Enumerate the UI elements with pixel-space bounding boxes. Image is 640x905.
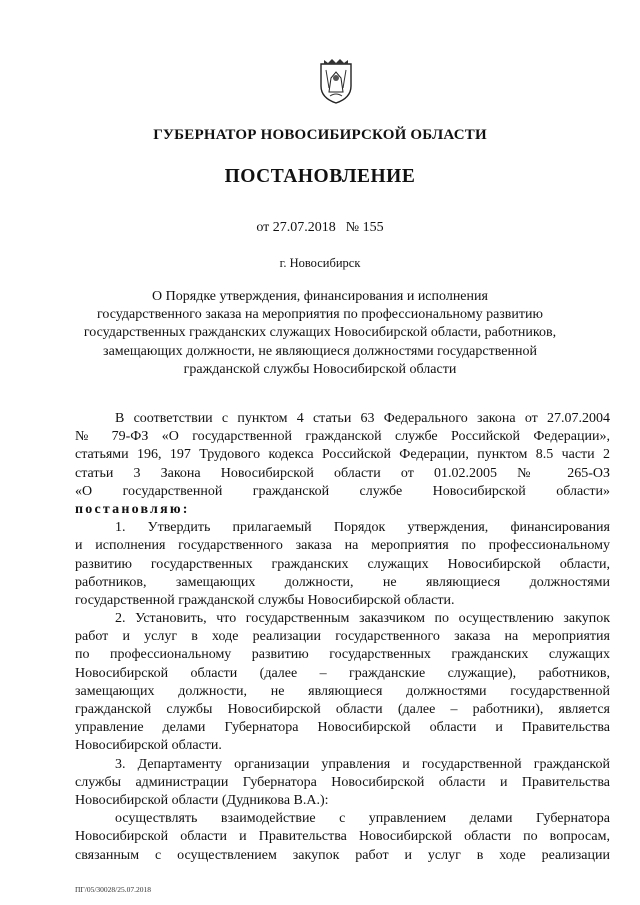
- body-line: «О государственной гражданской службе Новосибирской области»: [75, 483, 610, 499]
- body-line: 1. Утвердить прилагаемый Порядок утверждения, финансирования: [115, 520, 610, 536]
- body-line: Новосибирской области (далее – гражданские служащие), работников,: [75, 665, 610, 681]
- subject-line: гражданской службы Новосибирской области: [183, 361, 457, 377]
- subject-line: О Порядке утверждения, финансирования и исполнения: [152, 289, 488, 304]
- document-date: от 27.07.2018: [256, 220, 336, 235]
- body-line: службы администрации Губернатора Новосибирской области и Правительства: [75, 774, 610, 790]
- document-city: г. Новосибирск: [279, 256, 361, 270]
- subject-line: государственных гражданских служащих Новосибирской области, работников,: [83, 325, 557, 341]
- body-line: работников, замещающих должности, не являющиеся должностями: [75, 574, 610, 590]
- document-footer-code: ПГ/05/30028/25.07.2018: [75, 885, 152, 894]
- body-line: по профессиональному развитию государственных гражданских служащих: [75, 647, 610, 663]
- body-line: постановляю:: [75, 501, 190, 517]
- document-body: [75, 410, 610, 865]
- document-subject: [78, 288, 562, 379]
- body-line: управление делами Губернатора Новосибирской области и Правительства: [75, 720, 610, 736]
- body-line: государственной гражданской службы Новосибирской области.: [75, 592, 455, 608]
- body-line: развитию государственных гражданских служащих Новосибирской области,: [75, 556, 610, 572]
- coat-of-arms-icon: [318, 58, 354, 104]
- body-line: Новосибирской области.: [75, 738, 222, 754]
- body-line: работ и услуг в ходе реализации государственного заказа на мероприятия: [75, 629, 610, 645]
- body-line: и исполнения государственного заказа на мероприятия по профессиональному: [75, 538, 610, 554]
- body-line: статьи 3 Закона Новосибирской области от 01.02.2005 № 265-ОЗ: [75, 465, 610, 481]
- body-line: осуществлять взаимодействие с управлением делами Губернатора: [115, 811, 610, 827]
- body-line: связанным с осуществлением закупок работ и услуг в ходе реализации: [75, 847, 610, 863]
- document-number: № 155: [345, 220, 384, 235]
- subject-line: государственного заказа на мероприятия по профессиональному развитию: [97, 307, 543, 323]
- body-line: замещающих должности, не являющиеся должностями государственной: [75, 683, 610, 699]
- body-line: 2. Установить, что государственным заказчиком по осуществлению закупок: [115, 611, 610, 627]
- document-date-number: [0, 220, 640, 236]
- body-line: Новосибирской области (Дудникова В.А.):: [75, 792, 329, 808]
- body-line: 3. Департаменту организации управления и государственной гражданской: [115, 756, 610, 772]
- document-type: ПОСТАНОВЛЕНИЕ: [224, 166, 416, 187]
- body-line: гражданской службы Новосибирской области (далее – работники), является: [75, 702, 610, 717]
- subject-line: замещающих должности, не являющиеся должностями государственной: [103, 343, 537, 359]
- body-line: статьями 196, 197 Трудового кодекса Российской Федерации, пунктом 8.5 части 2: [75, 447, 610, 463]
- body-line: Новосибирской области и Правительства Новосибирской области по вопросам,: [75, 829, 610, 845]
- body-line: В соответствии с пунктом 4 статьи 63 Федерального закона от 27.07.2004: [115, 411, 610, 426]
- authority-title: ГУБЕРНАТОР НОВОСИБИРСКОЙ ОБЛАСТИ: [153, 127, 487, 143]
- body-line: № 79-ФЗ «О государственной гражданской службе Российской Федерации»,: [75, 429, 610, 445]
